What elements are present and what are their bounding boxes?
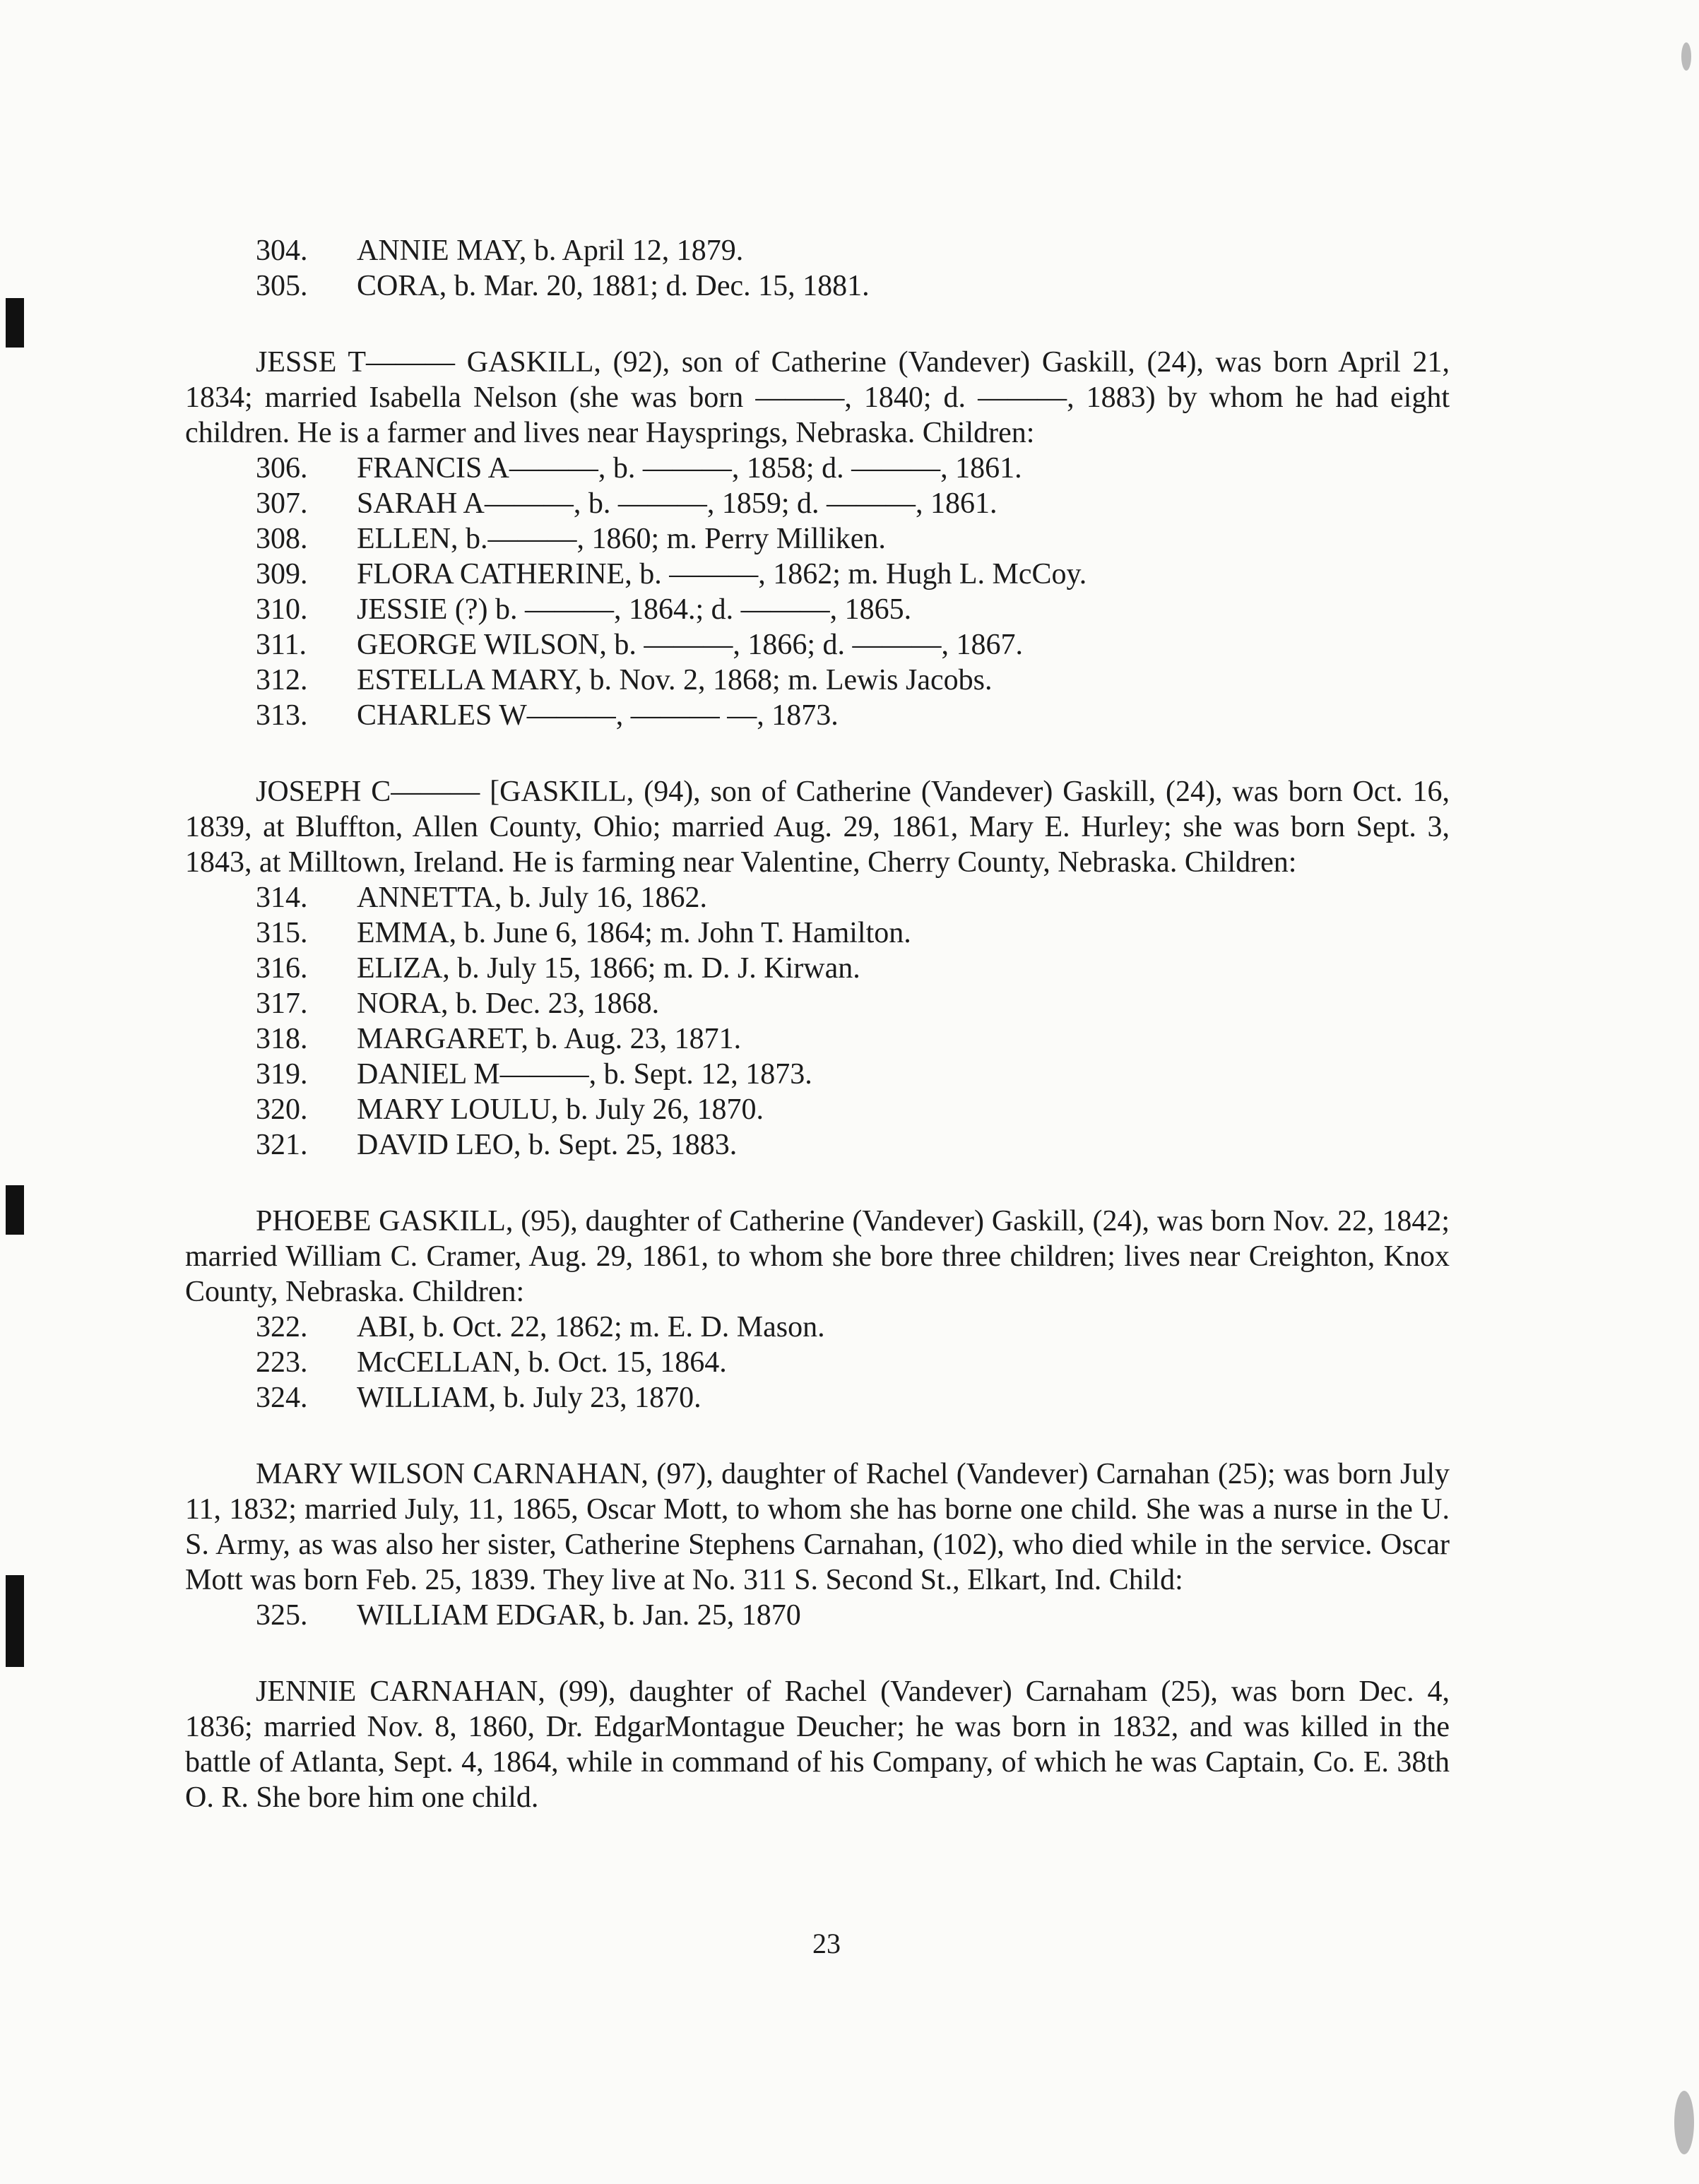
entry-text: ANNIE MAY, b. April 12, 1879. — [357, 235, 744, 267]
entry-item — [185, 521, 1450, 557]
entry-text: CHARLES W———, ——— —, 1873. — [357, 699, 839, 732]
entry-text: FRANCIS A———, b. ———, 1858; d. ———, 1861. — [357, 452, 1022, 485]
entry-item — [185, 557, 1450, 592]
binding-mark — [6, 298, 24, 348]
entry-item — [185, 698, 1450, 733]
entry-text: McCELLAN, b. Oct. 15, 1864. — [357, 1346, 727, 1379]
entry-number: 314. — [256, 882, 308, 914]
entry-text: CORA, b. Mar. 20, 1881; d. Dec. 15, 1881. — [357, 270, 870, 302]
scan-speckle — [1681, 42, 1691, 71]
entry-text: SARAH A———, b. ———, 1859; d. ———, 1861. — [357, 487, 998, 520]
entry-number: 324. — [256, 1382, 308, 1414]
page-content — [185, 233, 1450, 1815]
page-number: 23 — [812, 1928, 841, 1959]
entry-item — [185, 1310, 1450, 1345]
entry-text: WILLIAM EDGAR, b. Jan. 25, 1870 — [357, 1599, 801, 1632]
entry-item — [185, 1057, 1450, 1092]
entry-number: 309. — [256, 558, 308, 590]
entry-item — [185, 592, 1450, 627]
biography-paragraph: JOSEPH C——— [GASKILL, (94), son of Catherine (Vandever) Gaskill, (24), was born Oct. 16, 1839, at Bluffton, Allen County, Ohio; married Aug. 29, 1861, Mary E. Hurley; she was born Sept. 3, 1843, at Milltown, Ireland. He is farming near Valentine, Cherry County, Nebraska. Children: — [185, 776, 1450, 879]
entry-text: MARY LOULU, b. July 26, 1870. — [357, 1093, 764, 1126]
entry-item — [185, 986, 1450, 1021]
entry-number: 318. — [256, 1023, 308, 1055]
entry-item — [185, 663, 1450, 698]
entry-number: 319. — [256, 1058, 308, 1091]
entry-text: DAVID LEO, b. Sept. 25, 1883. — [357, 1129, 738, 1161]
entry-number: 304. — [256, 235, 308, 267]
entry-text: EMMA, b. June 6, 1864; m. John T. Hamilton. — [357, 917, 911, 949]
entry-number: 306. — [256, 452, 308, 485]
scan-speckle — [1674, 2091, 1694, 2154]
entry-text: ABI, b. Oct. 22, 1862; m. E. D. Mason. — [357, 1311, 825, 1343]
entry-text: ELLEN, b.———, 1860; m. Perry Milliken. — [357, 523, 886, 555]
entry-number: 316. — [256, 952, 308, 985]
biography-paragraph: PHOEBE GASKILL, (95), daughter of Catherine (Vandever) Gaskill, (24), was born Nov. 22, 1842; married William C. Cramer, Aug. 29, 1861, to whom she bore three children; lives near Creighton, Knox County, Nebraska. Children: — [185, 1205, 1450, 1308]
entry-number: 310. — [256, 593, 308, 626]
binding-mark — [6, 1575, 24, 1667]
entry-item — [185, 1598, 1450, 1633]
entry-item — [185, 1380, 1450, 1416]
entry-number: 322. — [256, 1311, 308, 1343]
entry-number: 307. — [256, 487, 308, 520]
entry-item — [185, 1345, 1450, 1380]
entry-number: 223. — [256, 1346, 308, 1379]
entry-item — [185, 1092, 1450, 1127]
entry-number: 317. — [256, 987, 308, 1020]
entry-text: NORA, b. Dec. 23, 1868. — [357, 987, 660, 1020]
entry-number: 320. — [256, 1093, 308, 1126]
entry-text: ANNETTA, b. July 16, 1862. — [357, 882, 707, 914]
entry-number: 325. — [256, 1599, 308, 1632]
entry-item — [185, 1021, 1450, 1057]
entry-number: 311. — [256, 629, 307, 661]
entry-number: 321. — [256, 1129, 308, 1161]
entry-number: 312. — [256, 664, 308, 696]
entry-item — [185, 268, 1450, 304]
entry-text: MARGARET, b. Aug. 23, 1871. — [357, 1023, 742, 1055]
entry-text: FLORA CATHERINE, b. ———, 1862; m. Hugh L. McCoy. — [357, 558, 1087, 590]
entry-item — [185, 951, 1450, 986]
entry-text: GEORGE WILSON, b. ———, 1866; d. ———, 1867. — [357, 629, 1024, 661]
entry-text: DANIEL M———, b. Sept. 12, 1873. — [357, 1058, 812, 1091]
entry-item — [185, 233, 1450, 268]
entry-item — [185, 486, 1450, 521]
entry-number: 315. — [256, 917, 308, 949]
biography-paragraph: JESSE T——— GASKILL, (92), son of Catherine (Vandever) Gaskill, (24), was born April 21, 1834; married Isabella Nelson (she was born ———, 1840; d. ———, 1883) by whom he had eight children. He is a farmer and lives near Haysprings, Nebraska. Children: — [185, 346, 1450, 449]
entry-text: WILLIAM, b. July 23, 1870. — [357, 1382, 701, 1414]
entry-list — [185, 1310, 1450, 1416]
entry-text: JESSIE (?) b. ———, 1864.; d. ———, 1865. — [357, 593, 912, 626]
biography-paragraph: MARY WILSON CARNAHAN, (97), daughter of Rachel (Vandever) Carnahan (25); was born July 11, 1832; married July, 11, 1865, Oscar Mott, to whom she has borne one child. She was a nurse in the U. S. Army, as was also her sister, Catherine Stephens Carnahan, (102), who died while in the service. Oscar Mott was born Feb. 25, 1839. They live at No. 311 S. Second St., Elkart, Ind. Child: — [185, 1458, 1450, 1596]
entry-list — [185, 880, 1450, 1163]
entry-number: 305. — [256, 270, 308, 302]
biography-paragraph: JENNIE CARNAHAN, (99), daughter of Rachel (Vandever) Carnaham (25), was born Dec. 4, 1836; married Nov. 8, 1860, Dr. EdgarMontague Deucher; he was born in 1832, and was killed in the battle of Atlanta, Sept. 4, 1864, while in command of his Company, of which he was Captain, Co. E. 38th O. R. She bore him one child. — [185, 1675, 1450, 1814]
entry-number: 308. — [256, 523, 308, 555]
entry-text: ESTELLA MARY, b. Nov. 2, 1868; m. Lewis Jacobs. — [357, 664, 993, 696]
entry-item — [185, 451, 1450, 486]
entry-item — [185, 915, 1450, 951]
entry-list — [185, 1598, 1450, 1633]
entry-item — [185, 627, 1450, 663]
entry-number: 313. — [256, 699, 308, 732]
entry-item — [185, 880, 1450, 915]
entry-list — [185, 233, 1450, 304]
entry-list — [185, 451, 1450, 733]
binding-mark — [6, 1185, 24, 1235]
entry-text: ELIZA, b. July 15, 1866; m. D. J. Kirwan. — [357, 952, 860, 985]
entry-item — [185, 1127, 1450, 1163]
